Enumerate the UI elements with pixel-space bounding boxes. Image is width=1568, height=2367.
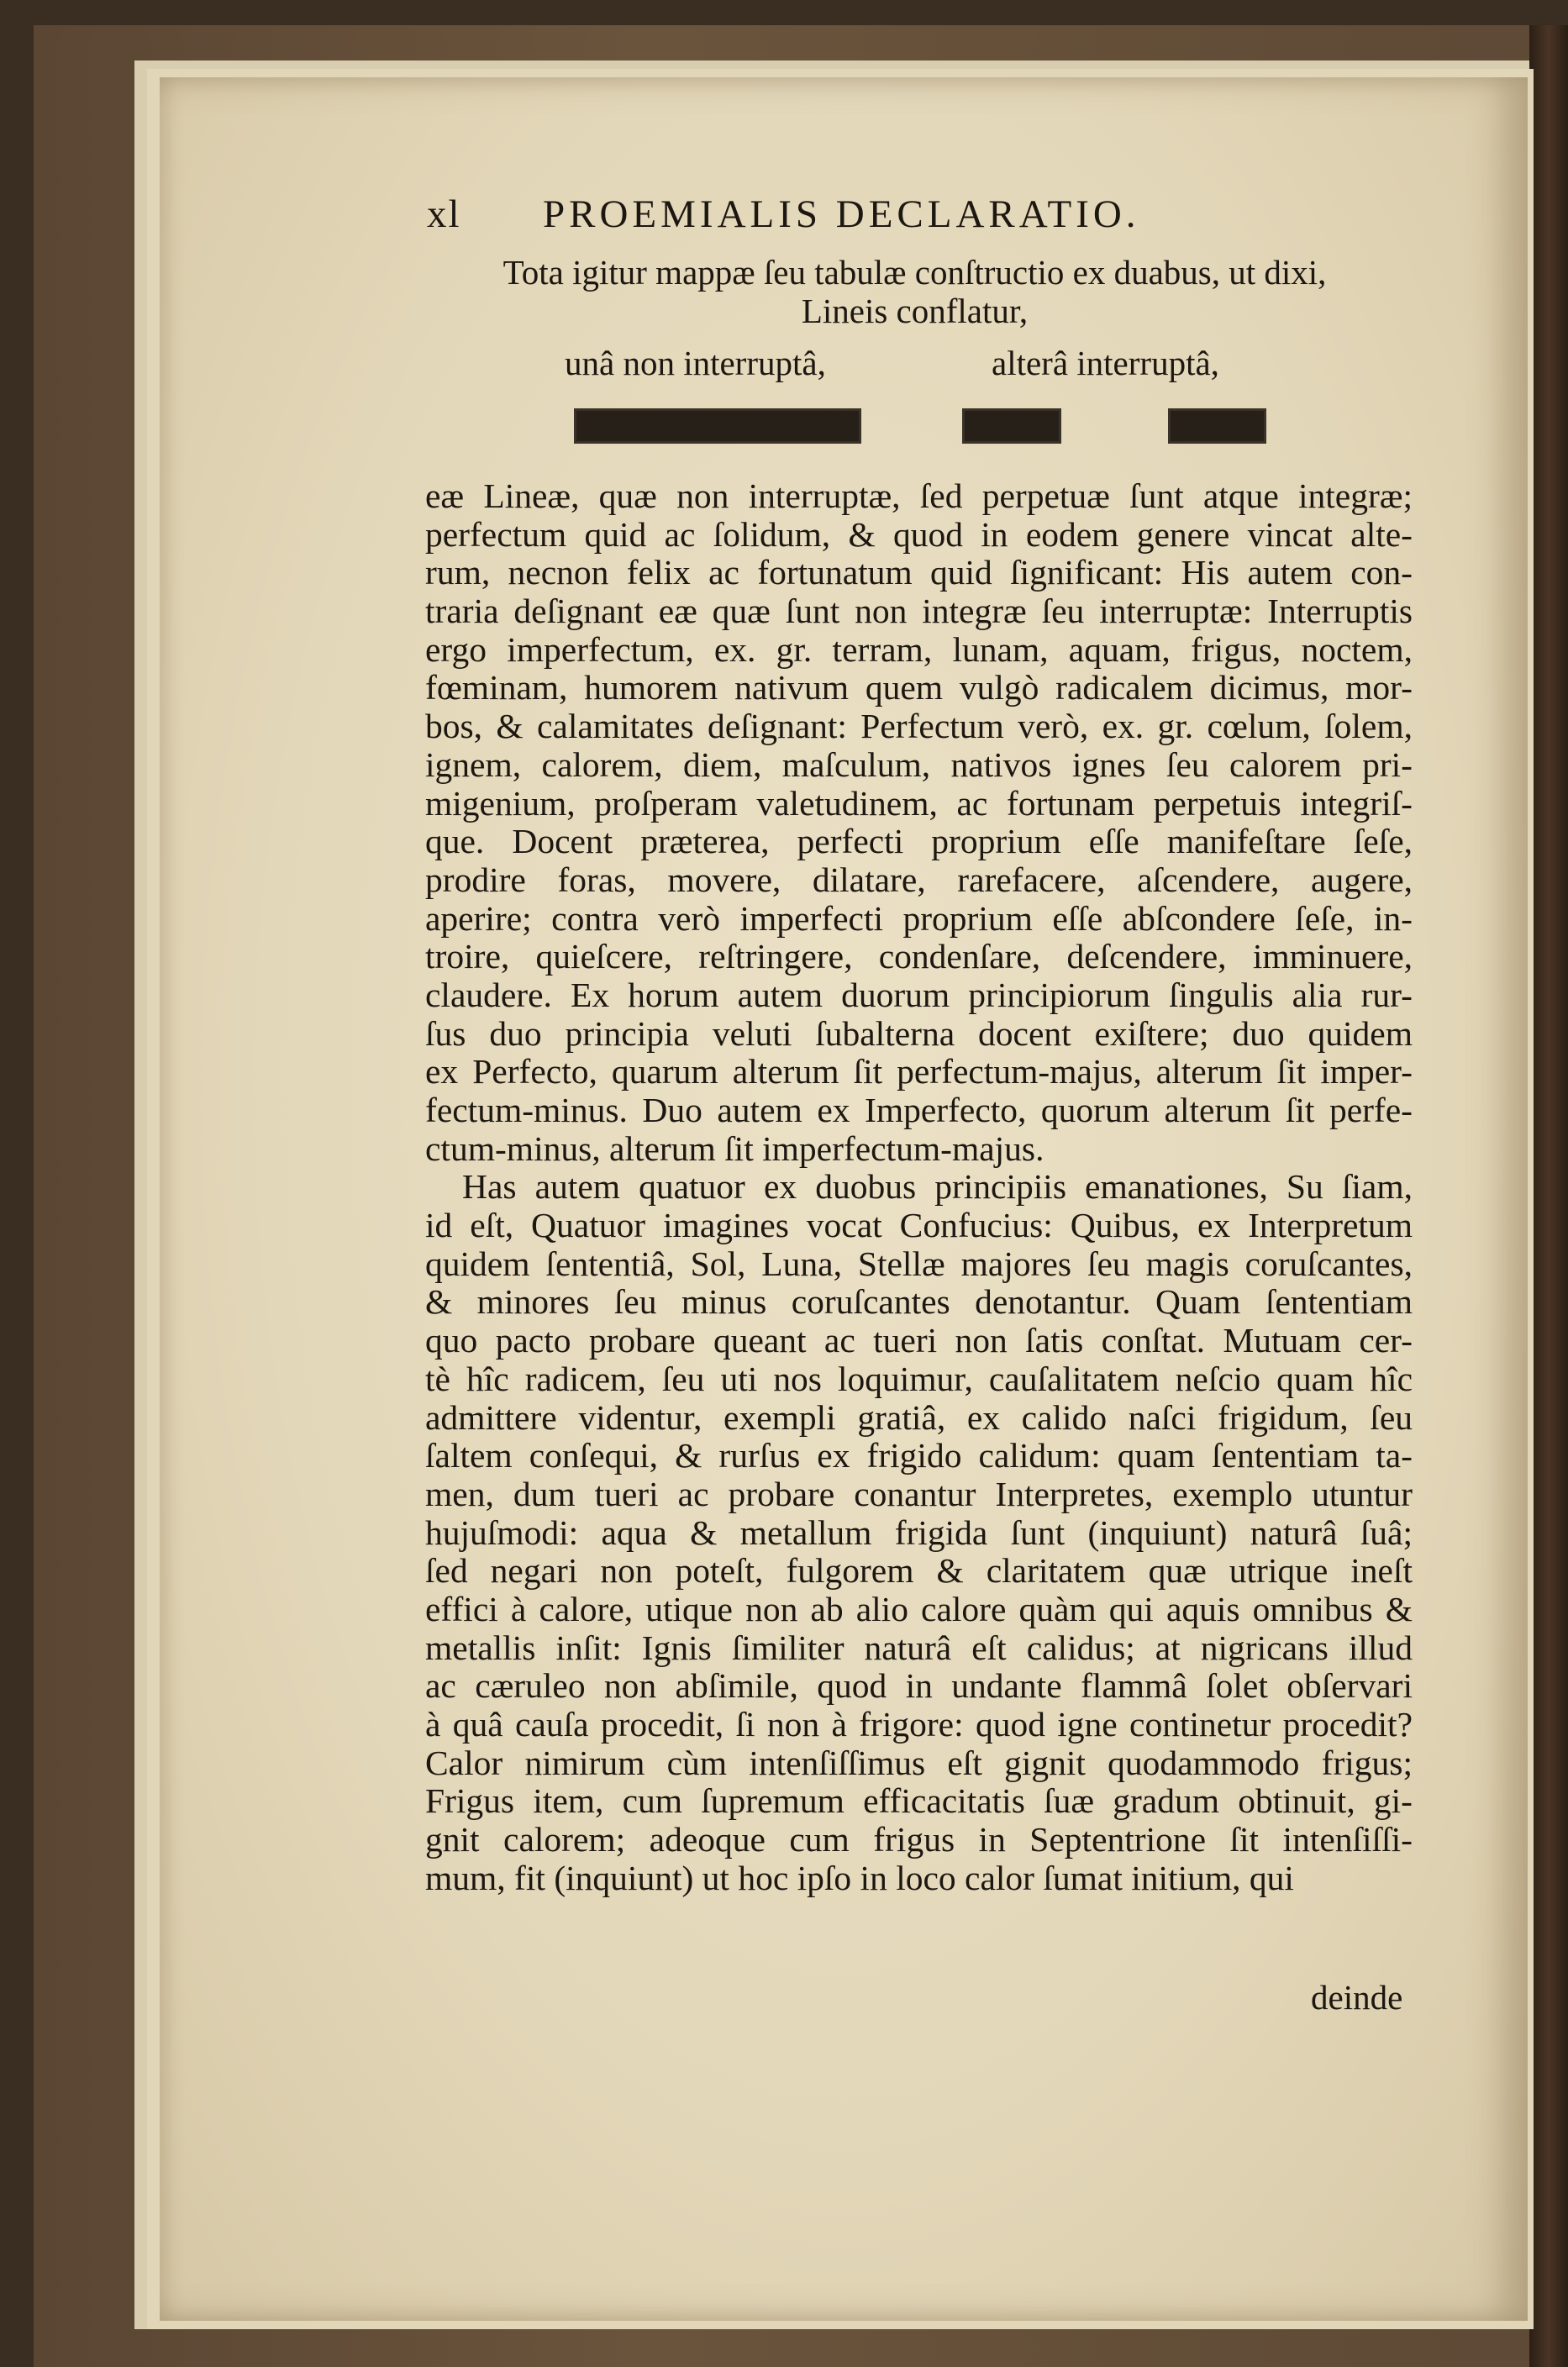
- text-line: effici à calore, utique non ab alio calore quàm qui aquis omnibus &: [425, 1589, 1413, 1628]
- book-spine-edge: [1529, 25, 1568, 2367]
- running-title: PROEMIALIS DECLARATIO.: [543, 192, 1140, 236]
- text-line: id eſt, Quatuor imagines vocat Confucius: Quibus, ex Interpretum: [425, 1206, 1413, 1245]
- label-unbroken-line: unâ non interruptâ,: [565, 344, 826, 382]
- text-line: rum, necnon felix ac fortunatum quid ſignificant: His autem con-: [425, 553, 1413, 592]
- text-line: quo pacto probare queant ac tueri non ſatis conſtat. Mutuam cer-: [425, 1321, 1413, 1360]
- intro-line-2: Lineis conflatur,: [801, 292, 1029, 330]
- broken-yin-line-left: [962, 408, 1061, 444]
- text-line: traria deſignant eæ quæ ſunt non integræ ſeu interruptæ: Interruptis: [425, 592, 1413, 631]
- text-line: hujuſmodi: aqua & metallum frigida ſunt (inquiunt) naturâ ſuâ;: [425, 1512, 1413, 1552]
- text-line: aperire; contra verò imperfecti proprium eſſe abſcondere ſeſe, in-: [425, 898, 1413, 938]
- text-line: à quâ cauſa procedit, ſi non à frigore: quod igne continetur procedit?: [425, 1705, 1413, 1744]
- text-line: fectum-minus. Duo autem ex Imperfecto, quorum alterum ſit perfe-: [425, 1091, 1413, 1129]
- unbroken-yang-line: [574, 408, 861, 444]
- text-line: Calor nimirum cùm intenſiſſimus eſt gignit quodammodo frigus;: [425, 1743, 1413, 1782]
- text-line: admittere videntur, exempli gratiâ, ex calido naſci frigidum, ſeu: [425, 1397, 1413, 1437]
- text-line: gnit calorem; adeoque cum frigus in Septentrione ſit intenſiſſi-: [425, 1820, 1413, 1859]
- text-line: & minores ſeu minus coruſcantes denotantur. Quam ſententiam: [425, 1282, 1413, 1322]
- page-header: [417, 187, 1291, 245]
- text-line: mum, fit (inquiunt) ut hoc ipſo in loco calor ſumat initium, qui: [425, 1858, 1294, 1897]
- text-line: Frigus item, cum ſupremum efficacitatis ſuæ gradum obtinuit, gi-: [425, 1781, 1413, 1821]
- text-line: ex Perfecto, quarum alterum ſit perfectum-majus, alterum ſit imper-: [425, 1052, 1413, 1091]
- text-line: prodire foras, movere, dilatare, rarefacere, aſcendere, augere,: [425, 860, 1413, 899]
- text-line: bos, & calamitates deſignant: Perfectum verò, ex. gr. cœlum, ſolem,: [425, 707, 1413, 746]
- text-line: ergo imperfectum, ex. gr. terram, lunam, aquam, frigus, noctem,: [425, 629, 1413, 669]
- folio-number: xl: [427, 192, 461, 236]
- text-line: quidem ſententiâ, Sol, Luna, Stellæ majores ſeu magis coruſcantes,: [425, 1244, 1413, 1283]
- body-text: [425, 477, 1413, 1897]
- catchword: deinde: [1311, 1978, 1403, 2017]
- text-line: men, dum tueri ac probare conantur Interpretes, exemplo utuntur: [425, 1474, 1413, 1513]
- text-line: metallis inſit: Ignis ſimiliter naturâ eſt calidus; at nigricans illud: [425, 1628, 1413, 1667]
- text-line: migenium, proſperam valetudinem, ac fortunam perpetuis integriſ-: [425, 783, 1413, 823]
- text-line: perfectum quid ac ſolidum, & quod in eodem genere vincat alte-: [425, 514, 1413, 554]
- text-line: eæ Lineæ, quæ non interruptæ, ſed perpetuæ ſunt atque integræ;: [425, 476, 1413, 515]
- text-line: que. Docent præterea, perfecti proprium eſſe manifeſtare ſeſe,: [425, 822, 1413, 861]
- intro-line-1: Tota igitur mappæ ſeu tabulæ conſtructio ex duabus, ut dixi,: [502, 253, 1327, 292]
- text-line: ignem, calorem, diem, maſculum, nativos ignes ſeu calorem pri-: [425, 744, 1413, 784]
- text-line: ſaltem conſequi, & rurſus ex frigido calidum: quam ſententiam ta-: [425, 1436, 1413, 1475]
- broken-yin-line-right: [1168, 408, 1266, 444]
- text-line: fœminam, humorem nativum quem vulgò radicalem dicimus, mor-: [425, 668, 1413, 707]
- text-line: Has autem quatuor ex duobus principiis emanationes, Su ſiam,: [462, 1167, 1413, 1207]
- text-line: ſed negari non poteſt, fulgorem & claritatem quæ utrique ineſt: [425, 1551, 1413, 1591]
- text-line: ſus duo principia veluti ſubalterna docent exiſtere; duo quidem: [425, 1013, 1413, 1053]
- text-line: ac cæruleo non abſimile, quod in undante flammâ ſolet obſervari: [425, 1666, 1413, 1706]
- text-line: claudere. Ex horum autem duorum principiorum ſingulis alia rur-: [425, 975, 1413, 1014]
- text-line: ctum-minus, alterum ſit imperfectum-majus.: [425, 1128, 1044, 1168]
- text-line: troire, quieſcere, reſtringere, condenſare, deſcendere, imminuere,: [425, 937, 1413, 976]
- text-line: tè hîc radicem, ſeu uti nos loquimur, cauſalitatem neſcio quam hîc: [425, 1359, 1413, 1398]
- label-broken-line: alterâ interruptâ,: [992, 344, 1219, 382]
